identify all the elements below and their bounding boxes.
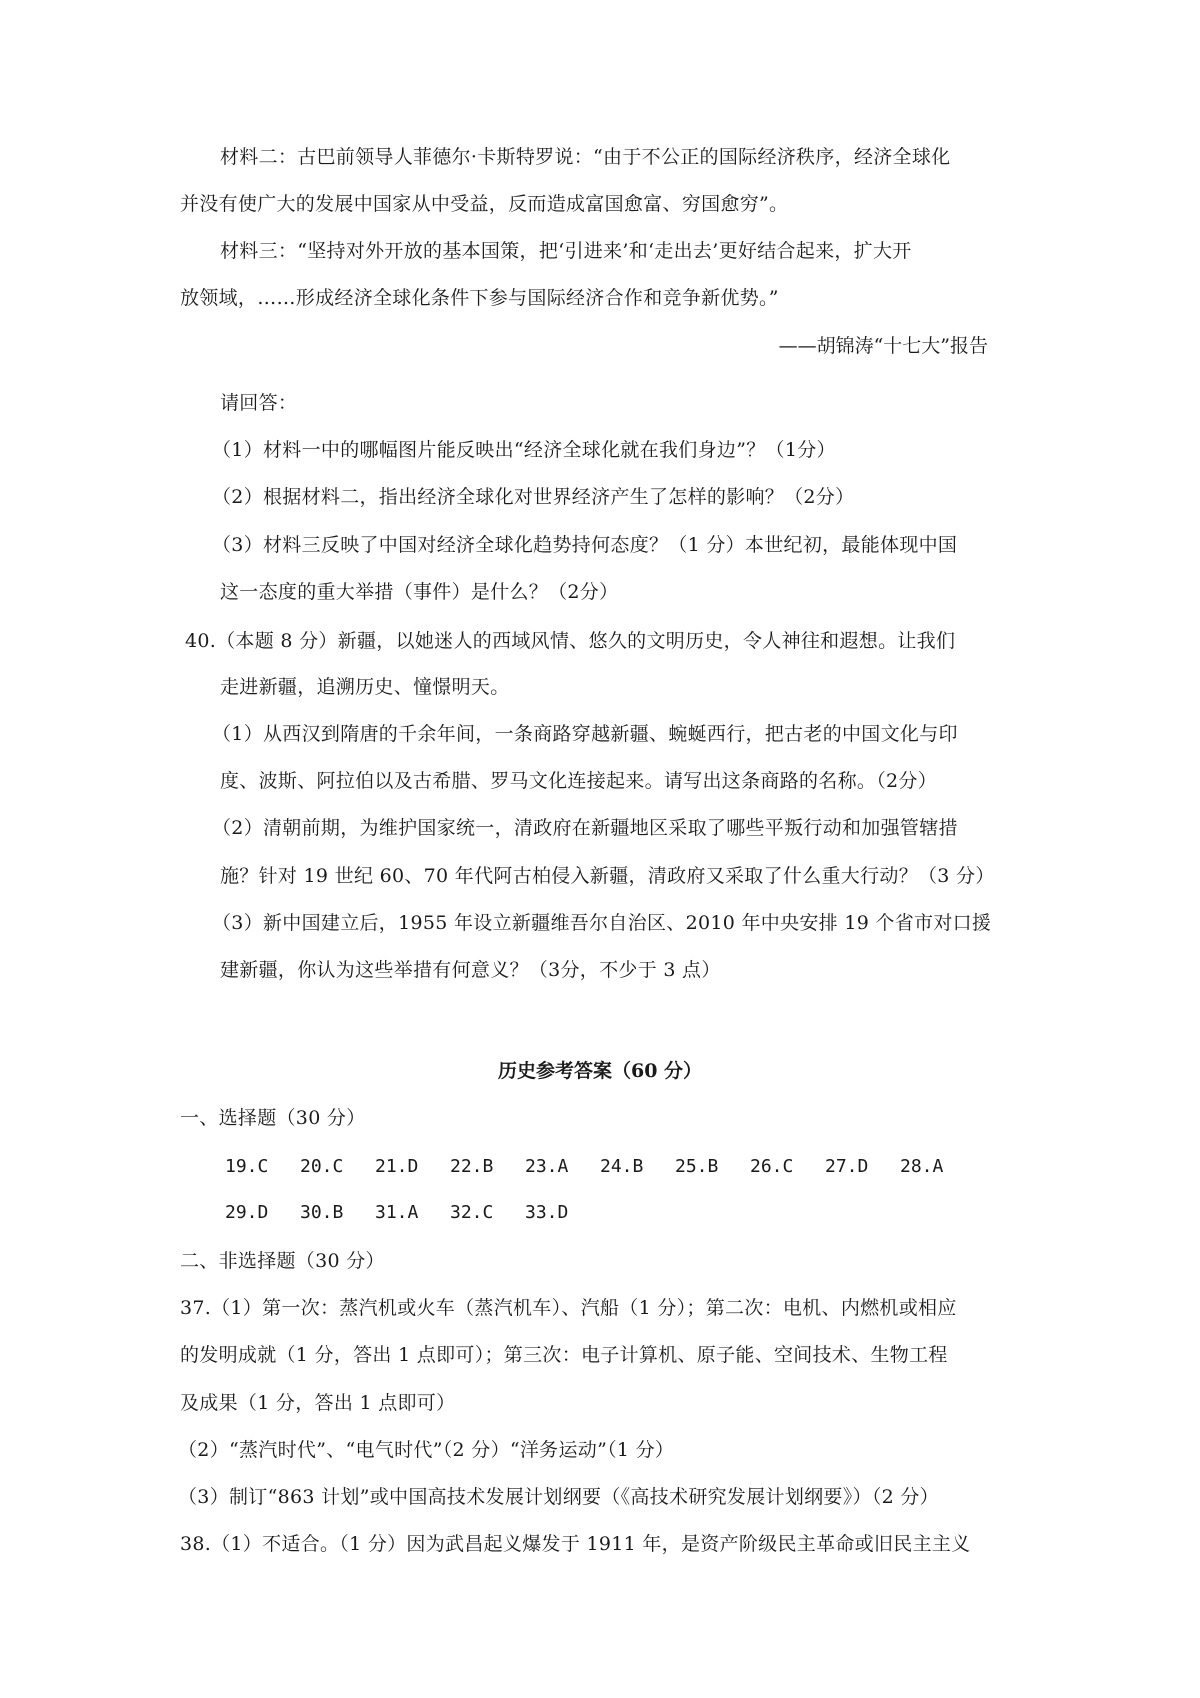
q40-sub1-line1: （1）从西汉到隋唐的千余年间，一条商路穿越新疆、蜿蜒西行，把古老的中国文化与印	[212, 723, 958, 745]
q40-sub2-line1: （2）清朝前期，为维护国家统一，清政府在新疆地区采取了哪些平叛行动和加强管辖措	[212, 817, 958, 839]
mc-answers-row1	[225, 1152, 975, 1181]
q39-sub3-line2: 这一态度的重大举措（事件）是什么？（2分）	[220, 581, 619, 603]
mc-answer: 19.C	[225, 1156, 269, 1177]
mc-answer: 21.D	[375, 1156, 419, 1177]
answer37-sub2: （2）“蒸汽时代”、“电气时代”（2 分）“洋务运动”（1 分）	[178, 1439, 675, 1461]
mc-answers-row2	[225, 1198, 600, 1227]
q39-sub1: （1）材料一中的哪幅图片能反映出“经济全球化就在我们身边”？（1分）	[212, 439, 836, 461]
answer37-sub3: （3）制订“863 计划”或中国高技术发展计划纲要（《高技术研究发展计划纲要》）（2 分）	[178, 1486, 939, 1508]
material3-source: ——胡锦涛“十七大”报告	[778, 335, 988, 357]
section2-heading: 二、非选择题（30 分）	[180, 1250, 385, 1272]
mc-answer: 27.D	[825, 1156, 869, 1177]
mc-answer: 32.C	[450, 1202, 494, 1223]
prompt-text: 请回答：	[220, 392, 298, 414]
material2-line2: 并没有使广大的发展中国家从中受益，反而造成富国愈富、穷国愈穷”。	[180, 193, 789, 215]
q40-line2: 走进新疆，追溯历史、憧憬明天。	[220, 676, 510, 698]
mc-answer: 31.A	[375, 1202, 419, 1223]
answer38-line1: 38.（1）不适合。（1 分）因为武昌起义爆发于 1911 年，是资产阶级民主革命或旧民主主义	[180, 1533, 971, 1555]
mc-answer: 22.B	[450, 1156, 494, 1177]
mc-answer: 33.D	[525, 1202, 569, 1223]
mc-answer: 28.A	[900, 1156, 944, 1177]
q40-sub3-line2: 建新疆，你认为这些举措有何意义？（3分，不少于 3 点）	[220, 959, 721, 981]
mc-answer: 20.C	[300, 1156, 344, 1177]
mc-answer: 23.A	[525, 1156, 569, 1177]
answer37-line3: 及成果（1 分，答出 1 点即可）	[180, 1392, 456, 1414]
mc-answer: 25.B	[675, 1156, 719, 1177]
mc-answer: 30.B	[300, 1202, 344, 1223]
material3-line1: 材料三：“坚持对外开放的基本国策，把‘引进来’和‘走出去’更好结合起来，扩大开	[220, 240, 912, 262]
answer37-line1: 37.（1）第一次：蒸汽机或火车（蒸汽机车）、汽船（1 分）；第二次：电机、内燃机或相应	[180, 1297, 957, 1319]
answer-key-title: 历史参考答案（60 分）	[497, 1060, 703, 1082]
q39-sub2: （2）根据材料二，指出经济全球化对世界经济产生了怎样的影响？（2分）	[212, 486, 855, 508]
material3-line2: 放领域，……形成经济全球化条件下参与国际经济合作和竞争新优势。”	[180, 287, 779, 309]
q40-sub2-line2: 施？针对 19 世纪 60、70 年代阿古柏侵入新疆，清政府又采取了什么重大行动？（3 分）	[220, 865, 995, 887]
answer37-line2: 的发明成就（1 分，答出 1 点即可）；第三次：电子计算机、原子能、空间技术、生物工程	[180, 1344, 948, 1366]
material2-line1: 材料二：古巴前领导人菲德尔·卡斯特罗说：“由于不公正的国际经济秩序，经济全球化	[220, 146, 951, 168]
mc-answer: 26.C	[750, 1156, 794, 1177]
q39-sub3-line1: （3）材料三反映了中国对经济全球化趋势持何态度？（1 分）本世纪初，最能体现中国	[212, 534, 958, 556]
mc-answer: 24.B	[600, 1156, 644, 1177]
q40-sub3-line1: （3）新中国建立后，1955 年设立新疆维吾尔自治区、2010 年中央安排 19 个省市对口援	[212, 912, 992, 934]
mc-answer: 29.D	[225, 1202, 269, 1223]
section1-heading: 一、选择题（30 分）	[180, 1107, 366, 1129]
q40-sub1-line2: 度、波斯、阿拉伯以及古希腊、罗马文化连接起来。请写出这条商路的名称。（2分）	[220, 770, 937, 792]
q40-line1: 40.（本题 8 分）新疆，以她迷人的西域风情、悠久的文明历史，令人神往和遐想。让我们	[185, 630, 956, 652]
